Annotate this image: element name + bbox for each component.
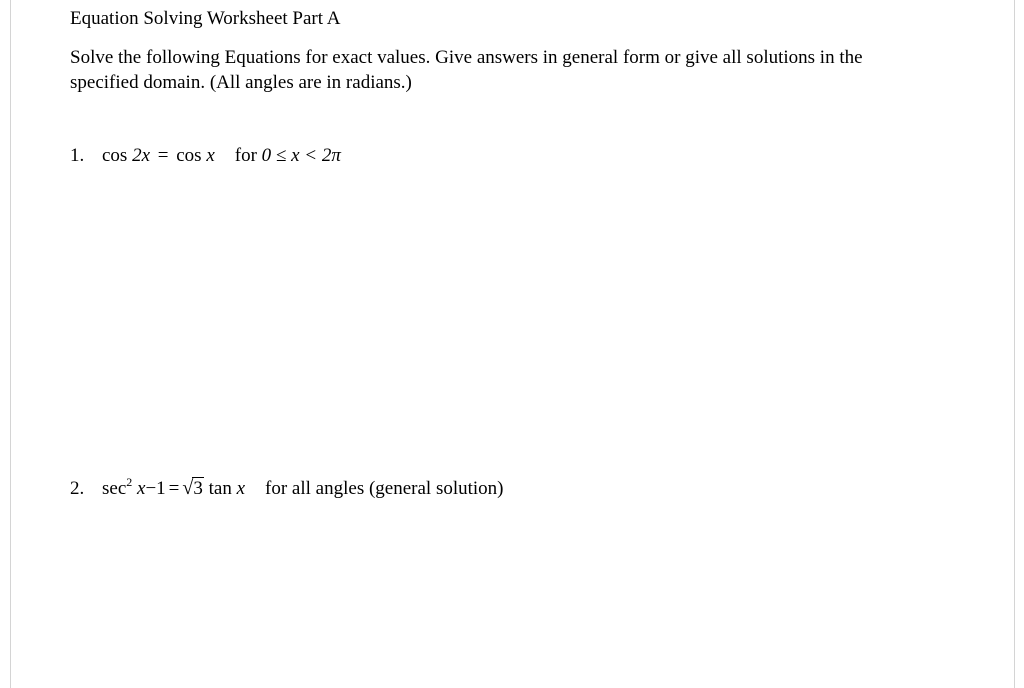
worksheet-page	[10, 0, 1015, 688]
rhs-argument: x	[236, 478, 246, 499]
problem-2-equation	[102, 477, 245, 500]
rhs-argument: x	[206, 145, 215, 166]
lhs-argument: 2x	[132, 145, 151, 166]
lhs-argument: x	[137, 478, 146, 499]
instructions-text: Solve the following Equations for exact values. Give answers in general form or give all solutions in the specified domain. (All angles are in radians.)	[70, 47, 863, 93]
radicand: 3	[193, 478, 203, 499]
equals-sign: =	[168, 478, 180, 499]
lhs-function: sec	[102, 478, 127, 499]
rhs-function: cos	[176, 145, 202, 166]
problem-1-equation	[102, 145, 215, 167]
problem-number: 2.	[70, 478, 85, 499]
condition-prefix: for	[234, 145, 257, 166]
problem-2	[70, 477, 504, 500]
equals-sign: =	[157, 145, 169, 166]
lhs-function: cos	[102, 145, 128, 166]
problem-number: 1.	[70, 145, 85, 166]
worksheet-title: Equation Solving Worksheet Part A	[70, 8, 341, 29]
radical-sign-icon: √	[182, 477, 194, 499]
problem-1-condition	[235, 145, 341, 167]
rhs-function: tan	[208, 478, 232, 499]
domain-expression: 0 ≤ x < 2π	[261, 145, 341, 166]
problem-2-condition: for all angles (general solution)	[265, 478, 504, 499]
minus-one-term: −1	[145, 478, 166, 499]
square-root	[182, 477, 203, 500]
exponent: 2	[126, 475, 133, 489]
problem-1	[70, 145, 341, 167]
